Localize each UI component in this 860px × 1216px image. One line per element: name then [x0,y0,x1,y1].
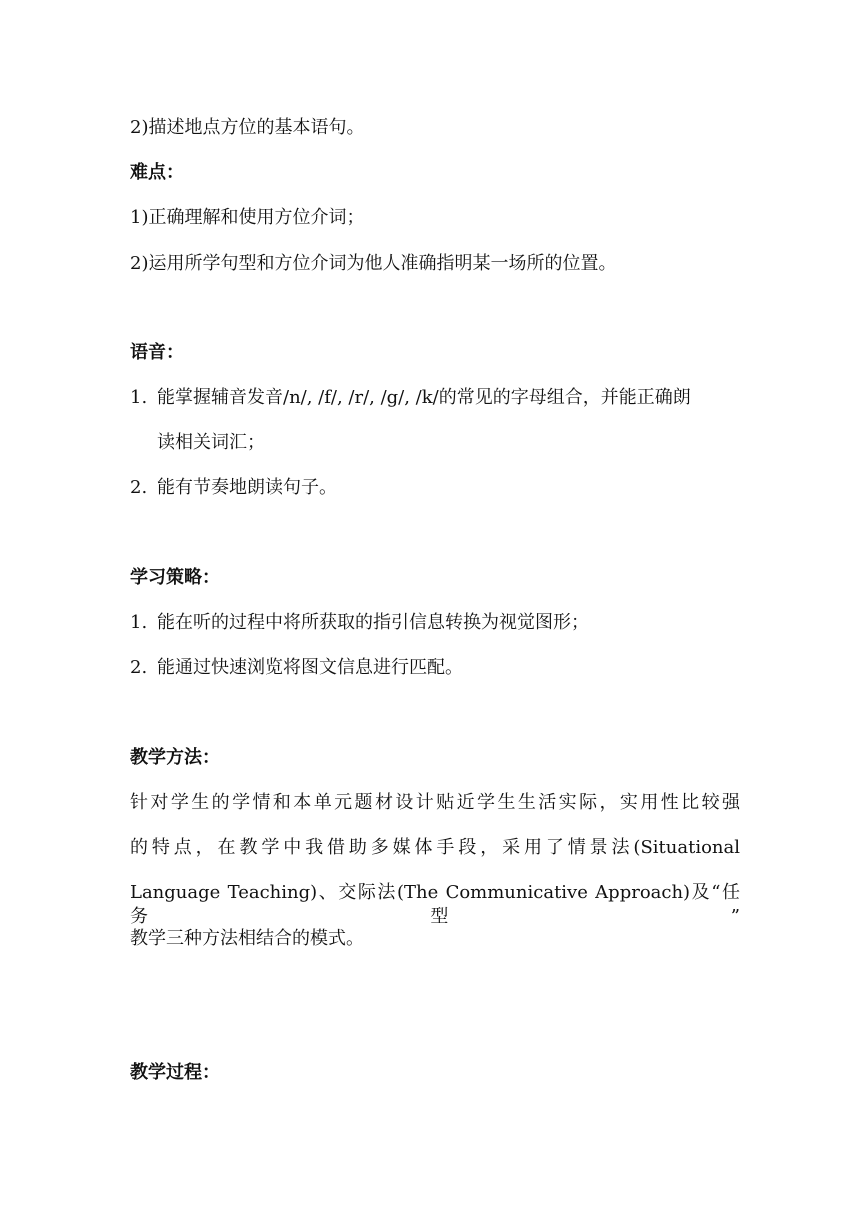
phonetics-item-1-number: 1. [130,387,148,408]
strategy-2: 能通过快速浏览将图文信息进行匹配。 [157,657,463,678]
strategy-2-number: 2. [130,657,148,678]
phonetics-heading: 语音： [130,342,184,363]
difficulty-1: 1)正确理解和使用方位介词； [130,207,365,228]
key-point-2: 2)描述地点方位的基本语句。 [130,117,365,138]
phonetics-item-2-number: 2. [130,477,148,498]
phonetics-item-1-line-1: 能掌握辅音发音/n/, /f/, /r/, /g/, /k/的常见的字母组合，并能正确朗 [157,387,691,408]
strategies-heading: 学习策略： [130,567,220,588]
methods-line-4: 教学三种方法相结合的模式。 [130,928,364,949]
process-heading: 教学过程： [130,1062,220,1083]
phonetics-item-2: 能有节奏地朗读句子。 [157,477,337,498]
phonetics-item-1-line-2: 读相关词汇； [157,432,265,453]
methods-line-1: 针对学生的学情和本单元题材设计贴近学生生活实际，实用性比较强 [130,792,740,813]
difficulties-heading: 难点： [130,162,184,183]
methods-heading: 教学方法： [130,747,220,768]
difficulty-2: 2)运用所学句型和方位介词为他人准确指明某一场所的位置。 [130,253,617,274]
strategy-1: 能在听的过程中将所获取的指引信息转换为视觉图形； [157,612,589,633]
methods-line-3: Language Teaching)、交际法(The Communicative Approach)及“任务型” [130,882,740,927]
methods-line-2: 的特点，在教学中我借助多媒体手段，采用了情景法(Situational [130,837,740,858]
strategy-1-number: 1. [130,612,148,633]
